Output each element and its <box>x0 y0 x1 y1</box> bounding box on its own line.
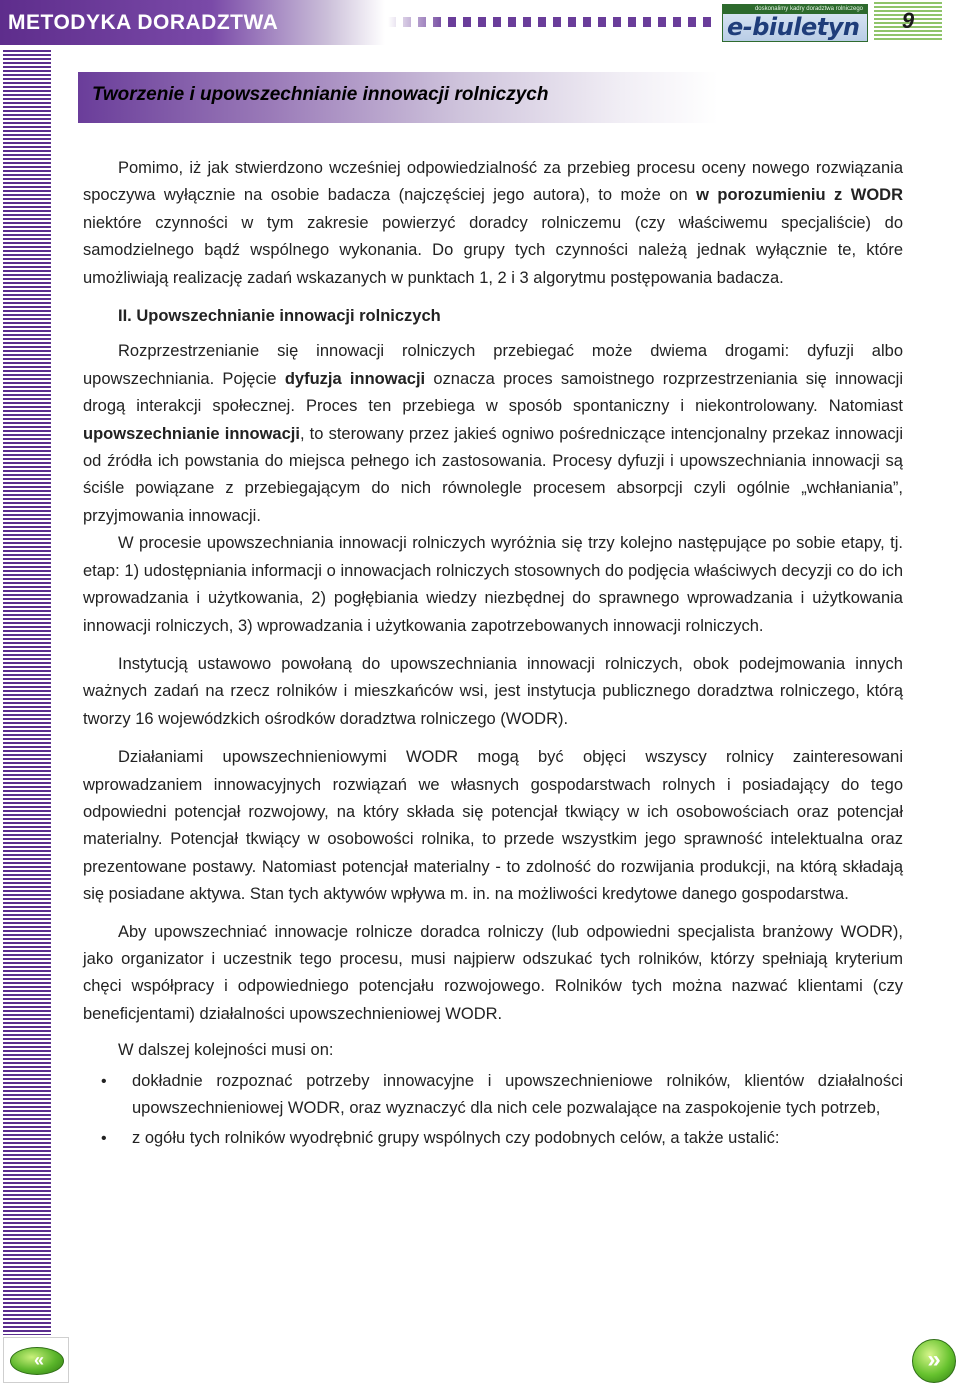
page-header <box>0 0 960 45</box>
header-dotted-rule-fade <box>388 17 448 27</box>
forward-arrow-icon: » <box>912 1339 956 1383</box>
page-number-box <box>874 2 942 42</box>
article-title: Tworzenie i upowszechnianie innowacji rolniczych <box>92 84 549 105</box>
list-item-text: dokładnie rozpoznać potrzeby innowacyjne i upowszechnieniowe rolników, klientów działalności upowszechnieniowej WODR, oraz wyznaczyć dla nich cele pozwalające na zaspokojenie tych potrzeb, <box>132 1071 903 1117</box>
logo-text: e-biuletyn <box>727 13 860 41</box>
logo-tagline: doskonalimy kadry doradztwa rolniczego <box>723 5 867 14</box>
paragraph-1-rest: niektóre czynności w tym zakresie powierzyć doradcy rolniczemu (czy właściwemu specjaliście) do samodzielnego bądź wspólnego wykonania. Do grupy tych czynności należą jednak wyłącznie te, które umożliwiają realizację zadań wskazanych w punktach 1, 2 i 3 algorytmu postępowania badacza. <box>83 213 903 287</box>
decorative-left-stripe <box>3 50 51 1335</box>
bullet-list <box>83 1068 903 1153</box>
list-item-text: z ogółu tych rolników wyodrębnić grupy wspólnych czy podobnych celów, a także ustalić: <box>132 1129 780 1148</box>
page-number: 9 <box>901 8 915 33</box>
list-item <box>83 1068 903 1123</box>
paragraph-2 <box>83 338 903 530</box>
paragraph-5: Działaniami upowszechnieniowymi WODR mogą być objęci wszyscy rolnicy zainteresowani wprowadzaniem innowacyjnych rozwiązań we własnych gospodarstwach rolnych i posiadający do tego odpowiedni potencjał rozwojowy, na który składa się potencjał tkwiący w ich osobowościach oraz potencjał materialny. Potencjał tkwiący w osobowości rolnika, to przede wszystkim jego sprawność intelektualna oraz prezentowane postawy. Natomiast potencjał materialny - to zdolność do rozwijania produkcji, na którą składają się posiadane aktywa. Stan tych aktywów wpływa m. in. na możliwości kredytowe danego gospodarstwa. <box>83 748 903 904</box>
paragraph-1 <box>83 155 903 292</box>
paragraph-7: W dalszej kolejności musi on: <box>118 1041 334 1060</box>
back-arrow-icon: « <box>10 1347 64 1375</box>
term-upowszechnianie: upowszechnianie innowacji <box>83 424 300 443</box>
previous-page-button[interactable] <box>3 1337 69 1383</box>
list-item <box>83 1125 903 1152</box>
paragraph-1-emphasis: w porozumieniu z WODR <box>696 186 903 205</box>
paragraph-4: Instytucją ustawowo powołaną do upowszechniania innowacji rolniczych, obok podejmowania innych ważnych zadań na rzecz rolników i mieszkańców wsi, jest instytucja publicznego doradztwa rolniczego, którą tworzy 16 wojewódzkich ośrodków doradztwa rolniczego (WODR). <box>83 654 903 728</box>
next-page-button[interactable] <box>908 1337 960 1383</box>
bullet-icon: • <box>101 1072 107 1090</box>
bullet-icon: • <box>101 1130 107 1148</box>
term-dyfuzja: dyfuzja innowacji <box>284 369 426 388</box>
section-label: METODYKA DORADZTWA <box>0 0 385 45</box>
paragraph-2-text-e: , to sterowany przez jakieś ogniwo pośredniczące intencjonalny przekaz innowacji od źródła ich powstania do miejsca pełnego ich zastosowania. Procesy dyfuzji i upowszechniania innowacji są ściśle powiązane z przebiegającym do nich równolegle procesem absorpcji czyli ogólnie „wchłaniania”, przyjmowania innowacji. <box>83 424 903 525</box>
paragraph-3: W procesie upowszechniania innowacji rolniczych wyróżnia się trzy kolejno następujące po sobie etapy, tj. etap: 1) udostępniania informacji o innowacjach rolniczych stosownych do podjęcia właściwych decyzji co do ich wprowadzania i użytkowania, 2) pogłębiania wiedzy niezbędnej do sprawnego wprowadzania i użytkowania innowacji rolniczych, 3) wprowadzania i użytkowania zapotrzebowanych innowacji rolniczych. <box>83 534 903 635</box>
article-body <box>83 155 903 1156</box>
paragraph-6: Aby upowszechniać innowacje rolnicze doradca rolniczy (lub odpowiedni specjalista branżowy WODR), jako organizator i uczestnik tego procesu, musi najpierw odszukać tych rolników, którzy spełniają kryterium chęci współpracy i odpowiedniego potencjału rozwojowego. Rolników tych można nazwać klientami (czy beneficjentami) działalności upowszechnieniowej WODR. <box>83 922 903 1023</box>
e-biuletyn-logo <box>722 4 868 42</box>
paragraph-1-text: Pomimo, iż jak stwierdzono wcześniej odpowiedzialność za przebieg procesu oceny nowego rozwiązania spoczywa wyłącznie na osobie badacza (najczęściej jego autora), to może on <box>83 159 903 205</box>
paragraph-2-text-c: oznacza proces samoistnego rozprzestrzeniania się innowacji drogą interakcji społecznej. Proces ten przebiega w sposób spontaniczny i niekontrolowany. Natomiast <box>83 369 903 416</box>
paragraph-2-text-a: Rozprzestrzenianie się innowacji rolniczych przebiegać może dwiema drogami: dyfuzji albo upowszechniania. Pojęcie <box>83 342 903 388</box>
section-heading: II. Upowszechnianie innowacji rolniczych <box>118 307 441 326</box>
